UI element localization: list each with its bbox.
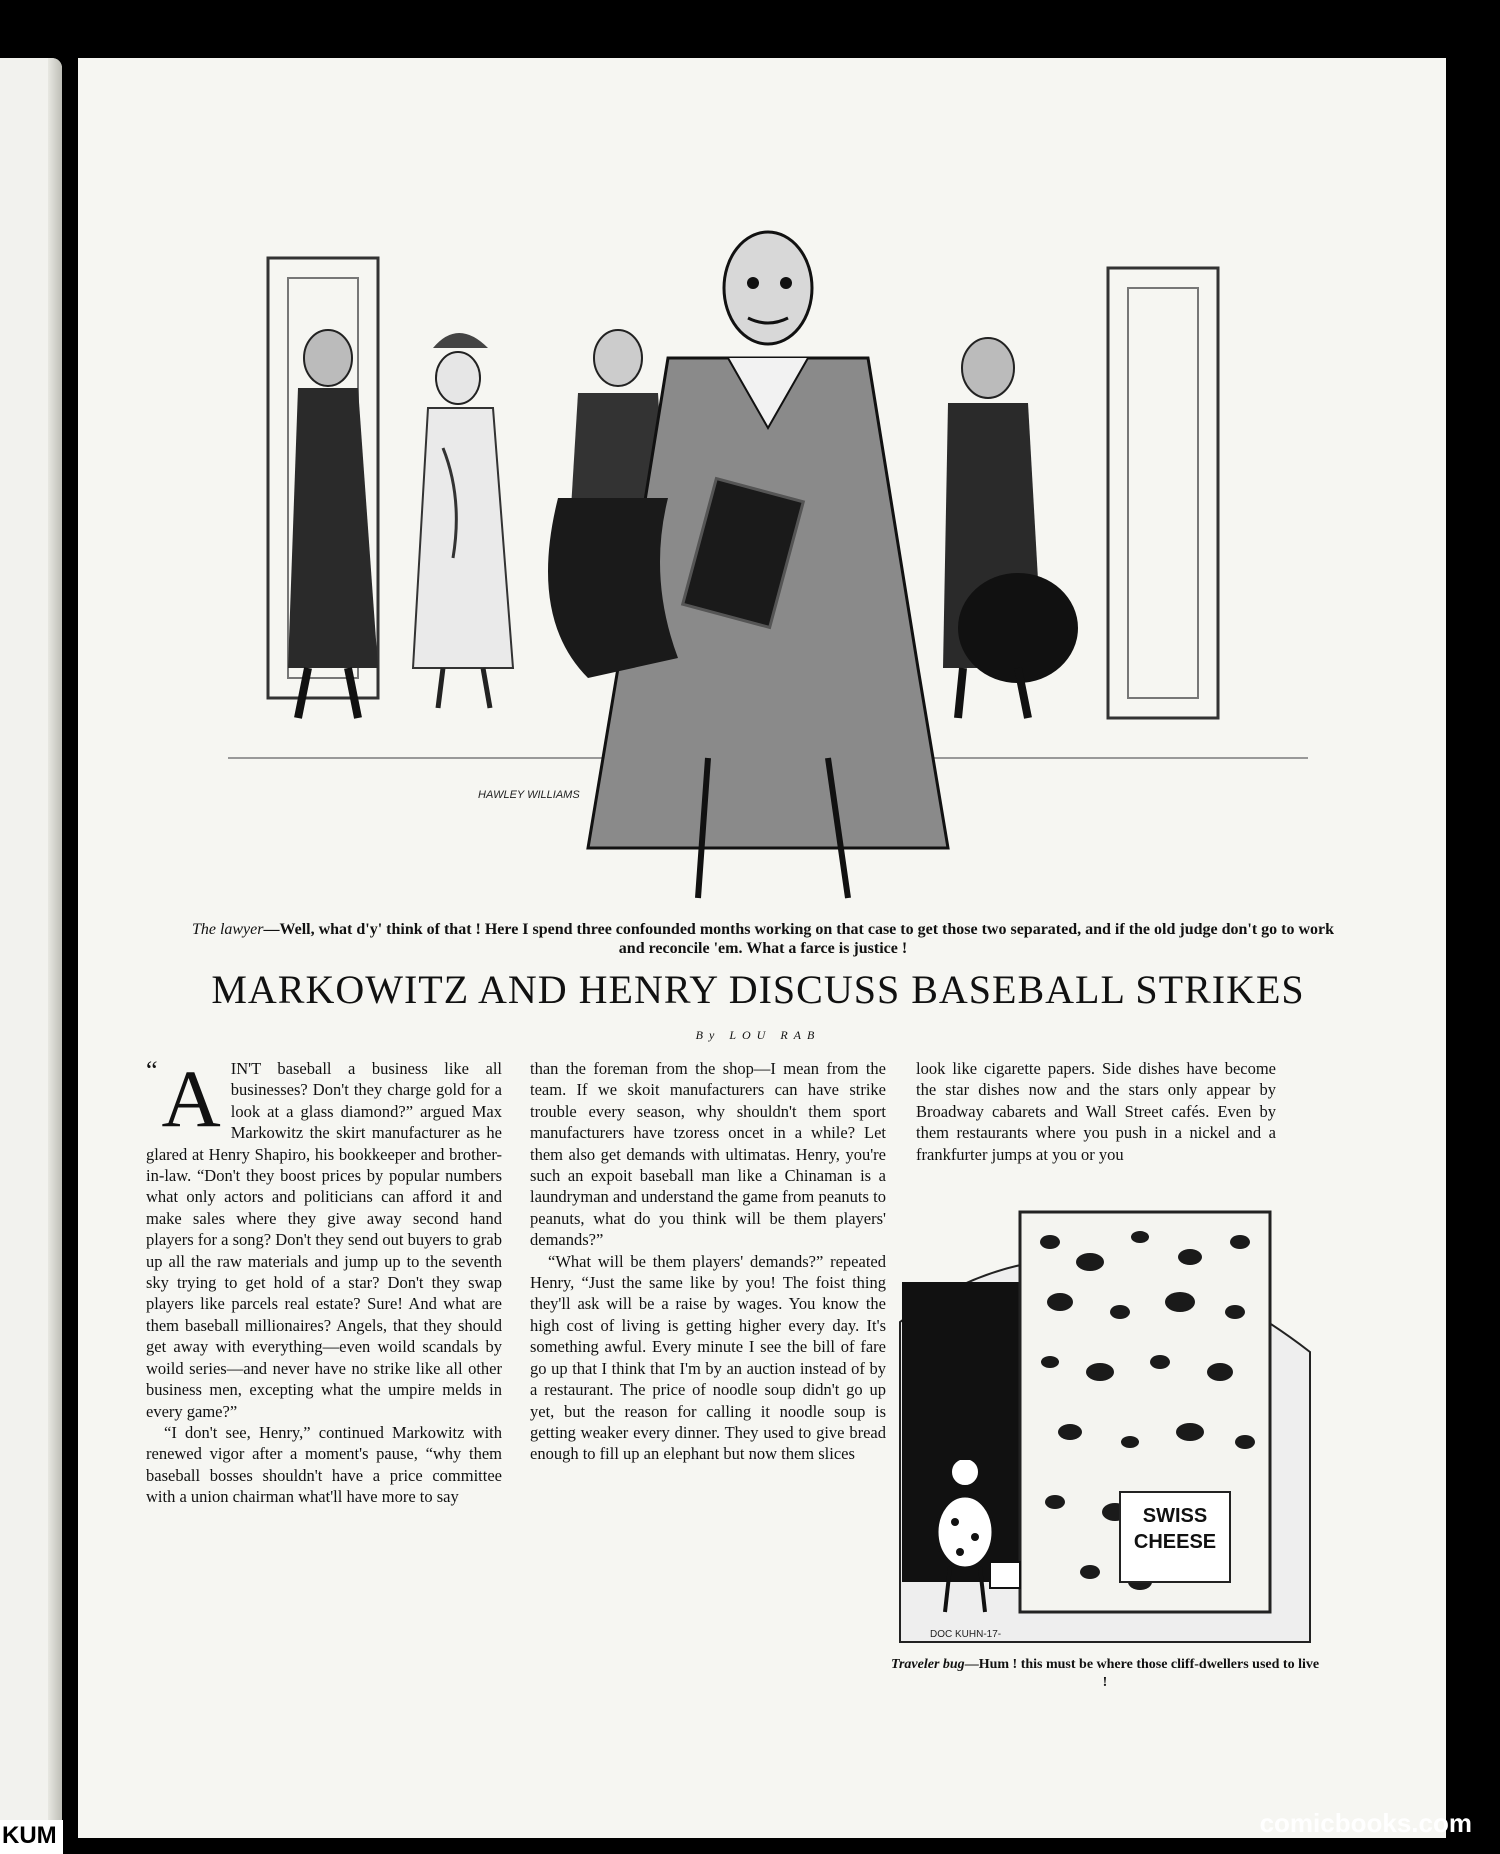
article-column-1 — [146, 1053, 502, 1508]
open-quote: “ — [146, 1056, 158, 1085]
swiss-sign-line-2: CHEESE — [1133, 1531, 1217, 1553]
bug-caption-text: —Hum ! this must be where those cliff-dwellers used to live ! — [964, 1657, 1320, 1690]
corner-label: KUM — [0, 1820, 63, 1854]
swiss-sign-line-1: SWISS — [1142, 1505, 1208, 1527]
top-illustration — [228, 198, 1308, 918]
bug-illustration-signature: DOC KUHN-17- — [930, 1629, 1002, 1640]
page-fold — [48, 58, 62, 1838]
article-column-2 — [530, 1058, 886, 1465]
left-page-edge — [0, 58, 62, 1838]
bug-caption — [890, 1656, 1320, 1692]
column-3-paragraph: look like cigarette papers. Side dishes have become the star dishes now and the stars only appear by Broadway cabarets and Wall Street cafés. Even by them restaurants where you push in a nickel and a frankfurter jumps at you or you — [916, 1059, 1276, 1164]
column-2-paragraph: “What will be them players' demands?” repeated Henry, “Just the same like by you! The foist thing they'll ask will be a raise by wages. You know the high cost of living is getting higher every day. It's something awful. Every minute I see the bill of fare go up that I think that I'm by an auction instead of by a restaurant. The price of noodle soup didn't go up yet, but the reason for calling it noodle soup is getting weaker every dinner. They used to give bread enough to fill up an elephant but now them slices — [530, 1251, 886, 1464]
traveler-bug-illustration — [890, 1202, 1320, 1650]
article-column-3 — [916, 1058, 1276, 1165]
article-byline: By LOU RAB — [695, 1028, 821, 1042]
bug-caption-speaker: Traveler bug — [890, 1657, 965, 1672]
site-watermark: comicbooks.com — [1259, 1808, 1472, 1838]
top-caption-text: —Well, what d'y' think of that ! Here I spend three confounded months working on that case to get those two separated, and if the old judge don't go to work and reconcile 'em. What a farce is justice ! — [263, 921, 1335, 957]
top-caption — [188, 920, 1338, 958]
drop-cap: A — [161, 1053, 221, 1144]
top-caption-speaker: The lawyer — [191, 921, 264, 938]
magazine-page — [78, 58, 1446, 1838]
article-headline: MARKOWITZ AND HENRY DISCUSS BASEBALL STRIKES — [211, 967, 1305, 1012]
column-1-paragraph: “ A IN'T baseball a business like all businesses? Don't they charge gold for a look at a glass diamond?” argued Max Markowitz the skirt manufacturer as he glared at Henry Shapiro, his bookkeeper and brother-in-law. “Don't they boost prices by popular numbers what only actors and politicians can afford it and make sales where they give away second hand players for a song? Don't they send out buyers to grab up all the raw materials and jump up to the seventh sky trying to get hold of a star? Don't they swap players like parcels real estate? Sure! And what are them baseball millionaires? Angels, that they should get away with everything—even woild scandals by woild series—and never have no strike like all other business men, excepting what the umpire melds in every game?” — [146, 1053, 502, 1421]
top-illustration-signature: HAWLEY WILLIAMS — [478, 789, 580, 801]
column-1-paragraph: “I don't see, Henry,” continued Markowitz with renewed vigor after a moment's pause, “why them baseball bosses shouldn't have a price committee with a union chairman what'll have more to say — [146, 1422, 502, 1507]
column-2-paragraph: than the foreman from the shop—I mean from the team. If we skoit manufacturers can have strike trouble every season, why shouldn't them sport manufacturers have tzoress oncet in a while? Let them also get demands with ultimatas. Henry, you're such an expoit baseball man like a Chinaman is a laundryman and understand the game from peanuts to peanuts, what do you think will be them players' demands?” — [530, 1059, 886, 1250]
